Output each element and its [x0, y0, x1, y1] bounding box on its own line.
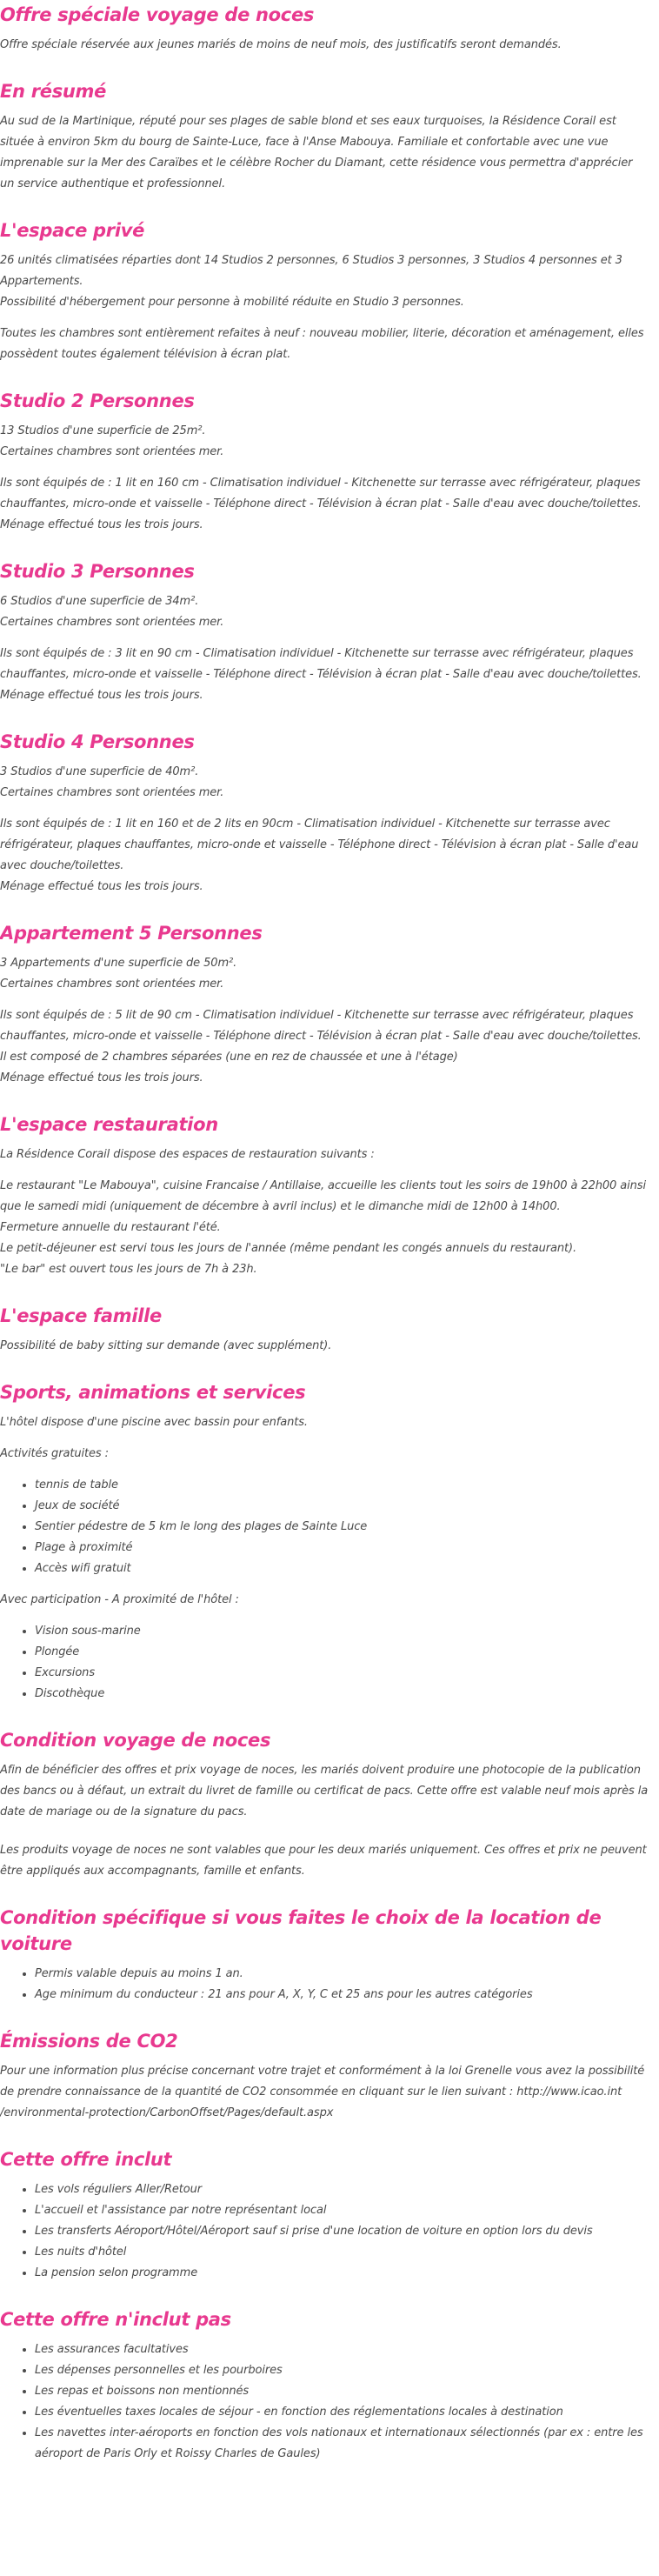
sports-line1: L'hôtel dispose d'une piscine avec bassin pour enfants.	[0, 1416, 308, 1429]
appart5-line4: Il est composé de 2 chambres séparées (une en rez de chaussée et une à l'étage)	[0, 1051, 458, 1064]
list-item: • tennis de table	[35, 1475, 649, 1496]
condition-title: Condition voyage de noces	[0, 1730, 271, 1751]
studio3-line3: Ils sont équipés de : 3 lit en 90 cm - Climatisation individuel - Kitchenette sur terrasse avec réfrigérateur, plaques chauffantes, micro-onde et vaisselle - Téléphone direct - Télévision à écran plat - Salle d'eau avec douche/toilettes.	[0, 647, 642, 681]
studio3-title: Studio 3 Personnes	[0, 561, 195, 582]
section-restauration	[0, 1111, 649, 1280]
offre-title: Offre spéciale voyage de noces	[0, 4, 315, 25]
restauration-line1: La Résidence Corail dispose des espaces de restauration suivants :	[0, 1148, 375, 1161]
restauration-title: L'espace restauration	[0, 1114, 218, 1135]
sports-participation-list	[0, 1621, 649, 1705]
restauration-line3: Fermeture annuelle du restaurant l'été.	[0, 1221, 221, 1234]
studio2-line1: 13 Studios d'une superficie de 25m².	[0, 424, 206, 437]
section-studio2	[0, 388, 649, 536]
list-item: • Vision sous-marine	[35, 1621, 649, 1642]
appart5-line2: Certaines chambres sont orientées mer.	[0, 978, 224, 991]
restauration-line5: "Le bar" est ouvert tous les jours de 7h à 23h.	[0, 1263, 257, 1276]
restauration-line4: Le petit-déjeuner est servi tous les jours de l'année (même pendant les congés annuels du restaurant).	[0, 1242, 577, 1255]
section-appart5	[0, 920, 649, 1089]
famille-title: L'espace famille	[0, 1305, 162, 1326]
prive-title: L'espace privé	[0, 220, 145, 241]
list-item: • Discothèque	[35, 1684, 649, 1705]
list-item: • Permis valable depuis au moins 1 an.	[35, 1964, 649, 1985]
appart5-title: Appartement 5 Personnes	[0, 923, 263, 944]
list-item: • Les vols réguliers Aller/Retour	[35, 2179, 649, 2200]
section-condition	[0, 1727, 649, 1882]
co2-title: Émissions de CO2	[0, 2031, 178, 2052]
studio2-line4: Ménage effectué tous les trois jours.	[0, 518, 203, 531]
location-list	[0, 1964, 649, 2005]
studio4-line2: Certaines chambres sont orientées mer.	[0, 786, 224, 799]
ninclut-list	[0, 2339, 649, 2465]
section-studio4	[0, 729, 649, 898]
prive-line3: Toutes les chambres sont entièrement refaites à neuf : nouveau mobilier, literie, décoration et aménagement, elles possèdent toutes également télévision à écran plat.	[0, 327, 644, 361]
appart5-line1: 3 Appartements d'une superficie de 50m².	[0, 957, 237, 970]
studio4-title: Studio 4 Personnes	[0, 731, 195, 752]
studio2-line3: Ils sont équipés de : 1 lit en 160 cm - Climatisation individuel - Kitchenette sur terrasse avec réfrigérateur, plaques chauffantes, micro-onde et vaisselle - Téléphone direct - Télévision à écran plat - Salle d'eau avec douche/toilettes.	[0, 477, 642, 511]
sports-participation-label: Avec participation - A proximité de l'hôtel :	[0, 1593, 239, 1606]
section-inclut	[0, 2146, 649, 2284]
condition-line1: Afin de bénéficier des offres et prix voyage de noces, les mariés doivent produire une photocopie de la publication des bancs ou à défaut, un extrait du livret de famille ou certificat de pacs. Cette offre est valable neuf mois après la date de mariage ou de la signature du pacs.	[0, 1764, 649, 1819]
famille-text: Possibilité de baby sitting sur demande (avec supplément).	[0, 1339, 332, 1352]
list-item: • Jeux de société	[35, 1496, 649, 1517]
list-item: • Plage à proximité	[35, 1538, 649, 1558]
list-item: • Les éventuelles taxes locales de séjour - en fonction des réglementations locales à destination	[35, 2402, 649, 2423]
list-item: • Excursions	[35, 1663, 649, 1684]
sports-title: Sports, animations et services	[0, 1382, 306, 1403]
list-item: • Age minimum du conducteur : 21 ans pour A, X, Y, C et 25 ans pour les autres catégories	[35, 1985, 649, 2005]
studio3-line2: Certaines chambres sont orientées mer.	[0, 616, 224, 629]
section-resume	[0, 78, 649, 195]
co2-text: Pour une information plus précise concernant votre trajet et conformément à la loi Grenelle vous avez la possibilité de prendre connaissance de la quantité de CO2 consommée en cliquant sur le lien suivant : http://www.icao.int /environmental-protection/CarbonOffset/Pages/default.aspx	[0, 2065, 645, 2119]
list-item: • Les assurances facultatives	[35, 2339, 649, 2360]
list-item: • Plongée	[35, 1642, 649, 1663]
studio2-title: Studio 2 Personnes	[0, 390, 195, 411]
list-item: • Les transferts Aéroport/Hôtel/Aéroport sauf si prise d'une location de voiture en option lors du devis	[35, 2221, 649, 2242]
prive-line2: Possibilité d'hébergement pour personne à mobilité réduite en Studio 3 personnes.	[0, 296, 464, 309]
list-item: • La pension selon programme	[35, 2263, 649, 2284]
list-item: • Sentier pédestre de 5 km le long des plages de Sainte Luce	[35, 1517, 649, 1538]
section-studio3	[0, 558, 649, 706]
resume-title: En résumé	[0, 81, 107, 102]
ninclut-title: Cette offre n'inclut pas	[0, 2309, 231, 2330]
condition-line2: Les produits voyage de noces ne sont valables que pour les deux mariés uniquement. Ces offres et prix ne peuvent être appliqués aux accompagnants, famille et enfants.	[0, 1844, 647, 1878]
studio4-line1: 3 Studios d'une superficie de 40m².	[0, 765, 199, 778]
list-item: • Les dépenses personnelles et les pourboires	[35, 2360, 649, 2381]
section-prive	[0, 217, 649, 365]
studio2-line2: Certaines chambres sont orientées mer.	[0, 445, 224, 458]
restauration-line2: Le restaurant "Le Mabouya", cuisine Francaise / Antillaise, accueille les clients tout les soirs de 19h00 à 22h00 ainsi que le samedi midi (uniquement de décembre à avril inclus) et le dimanche midi de 12h00 à 14h00.	[0, 1179, 646, 1213]
inclut-title: Cette offre inclut	[0, 2149, 172, 2170]
appart5-line3: Ils sont équipés de : 5 lit de 90 cm - Climatisation individuel - Kitchenette sur terrasse avec réfrigérateur, plaques chauffantes, micro-onde et vaisselle - Téléphone direct - Télévision à écran plat - Salle d'eau avec douche/toilettes.	[0, 1009, 642, 1043]
list-item: • Les repas et boissons non mentionnés	[35, 2381, 649, 2402]
list-item: • Les nuits d'hôtel	[35, 2242, 649, 2263]
section-co2	[0, 2028, 649, 2124]
sports-gratuites-label: Activités gratuites :	[0, 1447, 109, 1460]
list-item: • Les navettes inter-aéroports en fonction des vols nationaux et internationaux sélectionnés (par ex : entre les aéroport de Paris Orly et Roissy Charles de Gaules)	[35, 2423, 649, 2465]
list-item: • Accès wifi gratuit	[35, 1558, 649, 1579]
studio4-line4: Ménage effectué tous les trois jours.	[0, 880, 203, 893]
section-offre	[0, 2, 649, 56]
appart5-line5: Ménage effectué tous les trois jours.	[0, 1071, 203, 1084]
resume-text: Au sud de la Martinique, réputé pour ses plages de sable blond et ses eaux turquoises, la Résidence Corail est située à environ 5km du bourg de Sainte-Luce, face à l'Anse Mabouya. Familiale et confortable avec une vue imprenable sur la Mer des Caraïbes et le célèbre Rocher du Diamant, cette résidence vous permettra d'apprécier un service authentique et professionnel.	[0, 115, 633, 190]
location-title: Condition spécifique si vous faites le choix de la location de voiture	[0, 1907, 602, 1954]
prive-line1: 26 unités climatisées réparties dont 14 Studios 2 personnes, 6 Studios 3 personnes, 3 Studios 4 personnes et 3 Appartements.	[0, 254, 622, 288]
section-sports	[0, 1379, 649, 1705]
section-ninclut	[0, 2306, 649, 2465]
section-famille	[0, 1303, 649, 1357]
offre-text: Offre spéciale réservée aux jeunes mariés de moins de neuf mois, des justificatifs seront demandés.	[0, 38, 562, 51]
studio4-line3: Ils sont équipés de : 1 lit en 160 et de 2 lits en 90cm - Climatisation individuel - Kitchenette sur terrasse avec réfrigérateur, plaques chauffantes, micro-onde et vaisselle - Téléphone direct - Télévision à écran plat - Salle d'eau avec douche/toilettes.	[0, 818, 639, 872]
studio3-line4: Ménage effectué tous les trois jours.	[0, 689, 203, 702]
sports-gratuites-list	[0, 1475, 649, 1579]
section-location	[0, 1905, 649, 2005]
inclut-list	[0, 2179, 649, 2284]
list-item: • L'accueil et l'assistance par notre représentant local	[35, 2200, 649, 2221]
studio3-line1: 6 Studios d'une superficie de 34m².	[0, 595, 199, 608]
